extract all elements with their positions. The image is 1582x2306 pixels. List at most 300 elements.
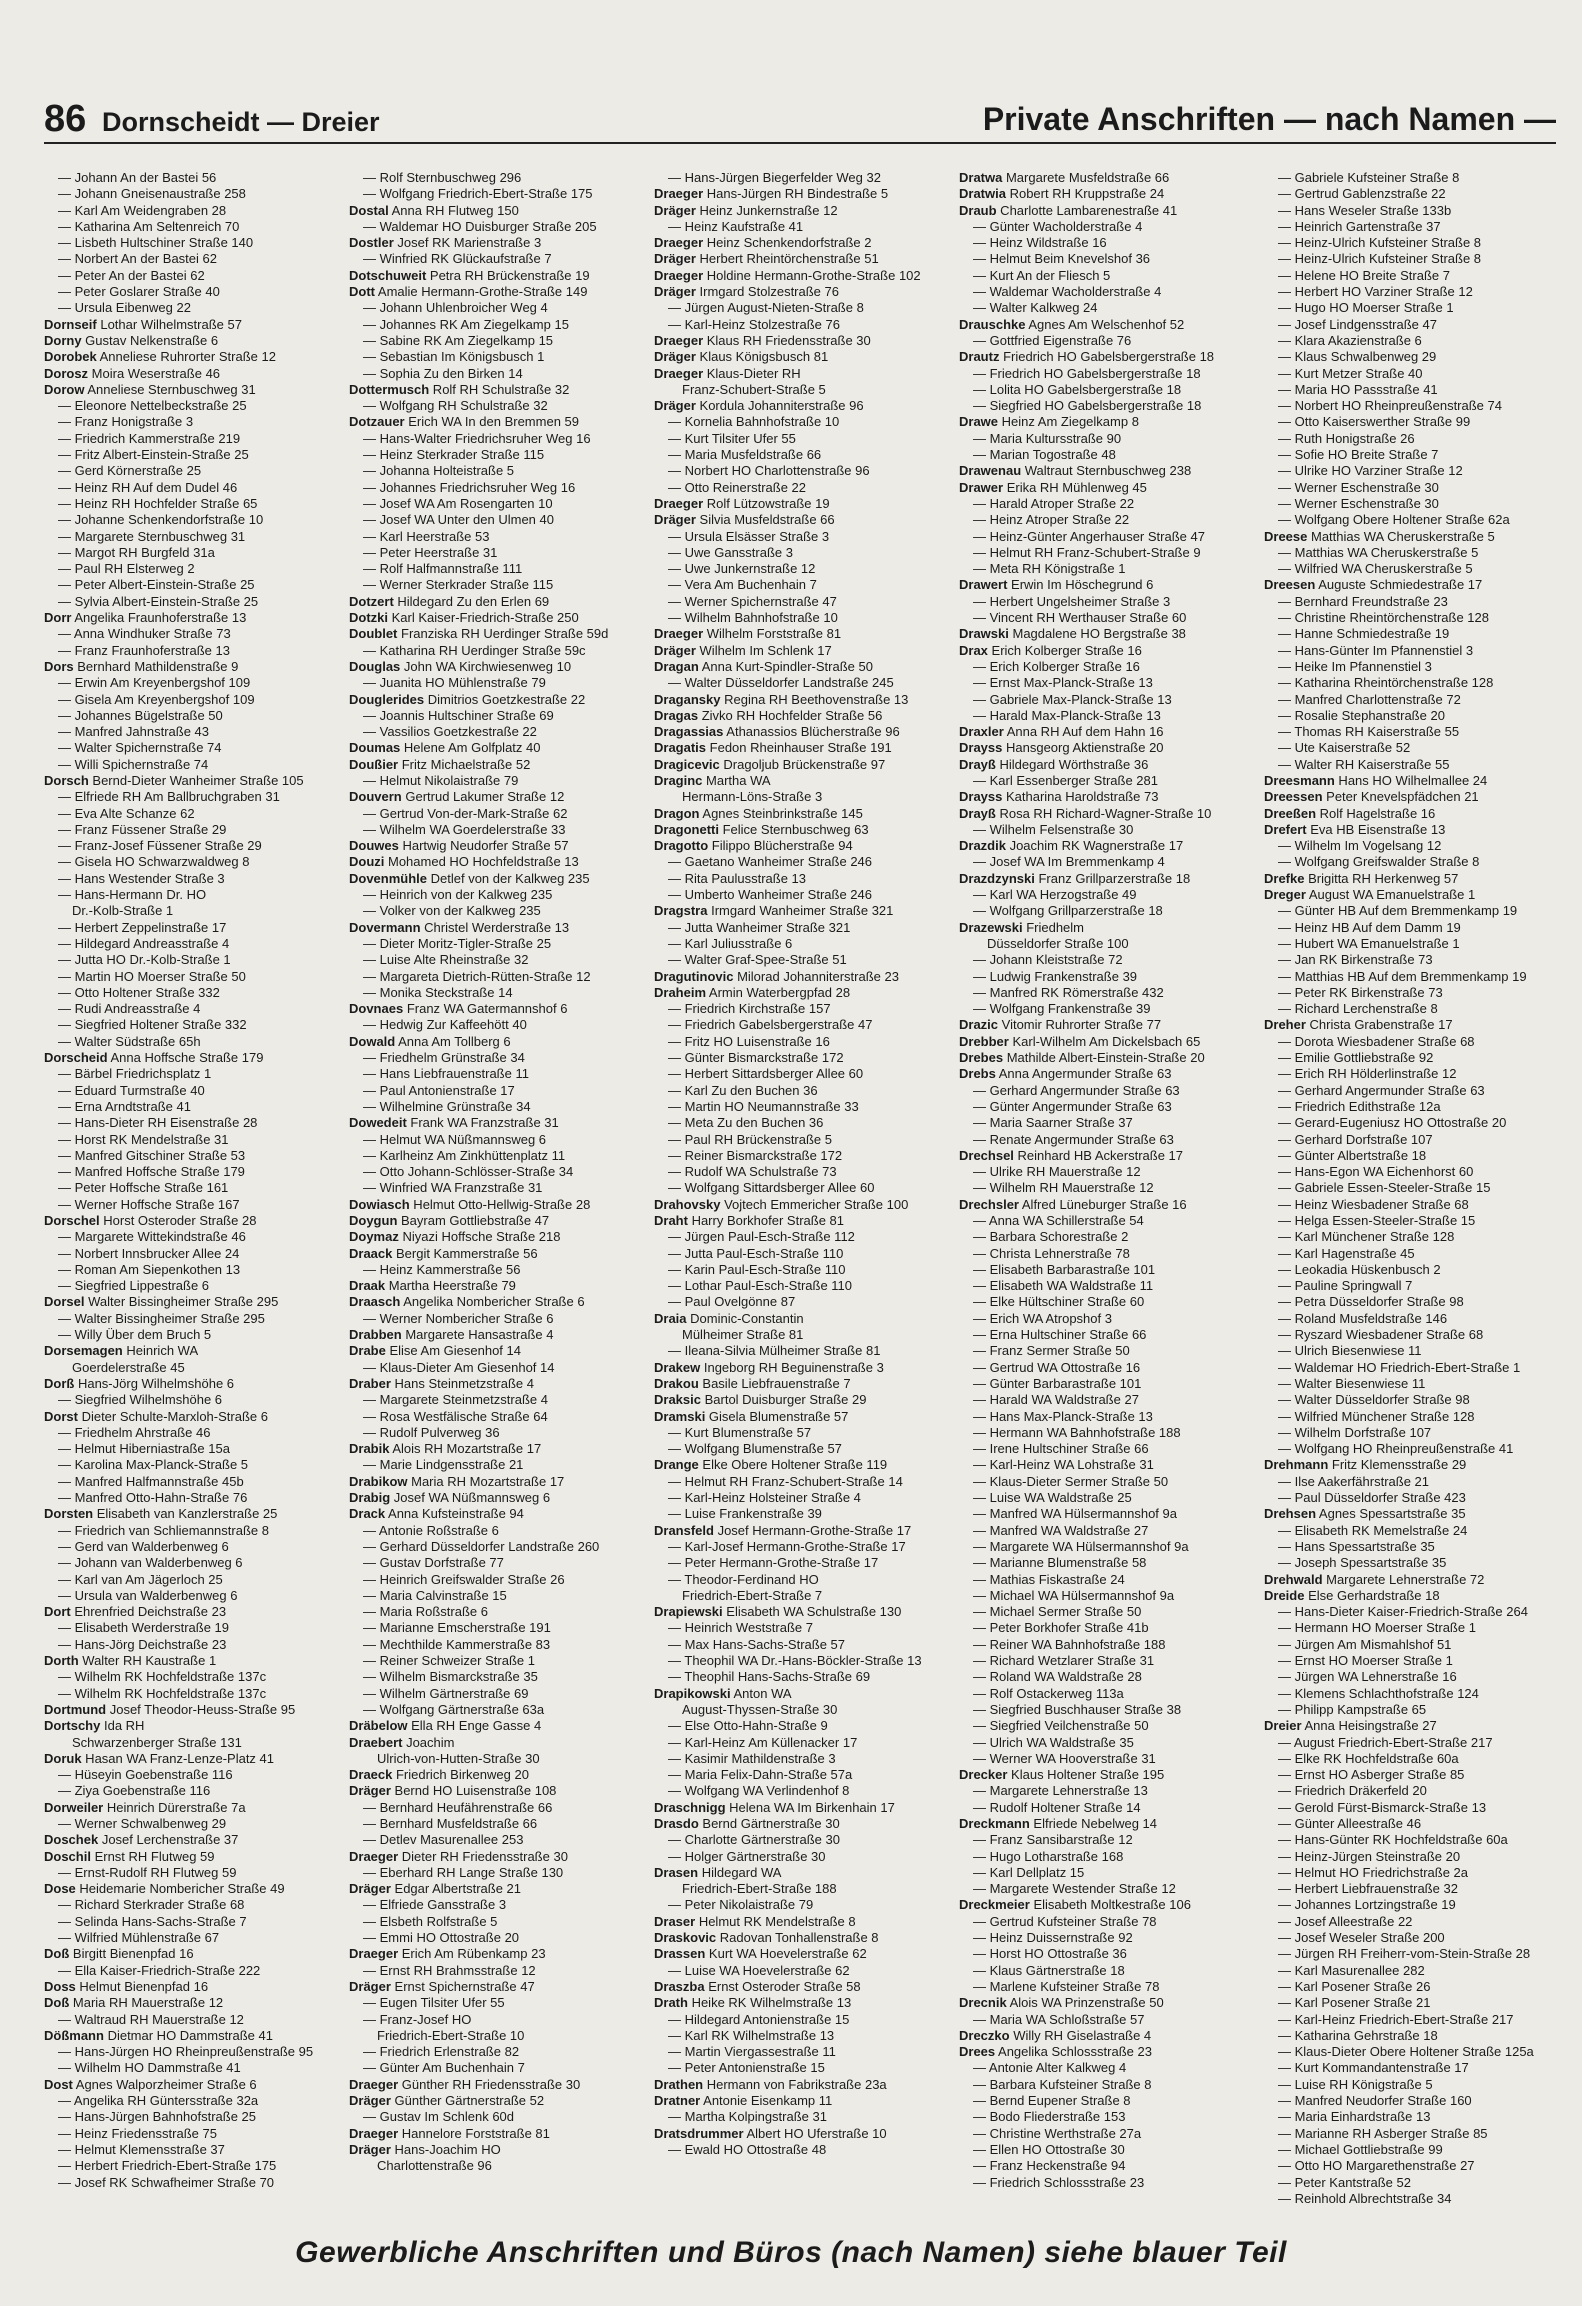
- listing-entry: [44, 969, 334, 985]
- entry-details: — Gisela HO Schwarzwaldweg 8: [58, 854, 250, 870]
- entry-details: — Martin HO Moerser Straße 50: [58, 968, 246, 984]
- entry-surname: Dratwia: [959, 186, 1006, 202]
- entry-details: — Wilfried Mühlenstraße 67: [58, 1930, 220, 1946]
- entry-details: Christa Grabenstraße 17: [1305, 1017, 1453, 1033]
- entry-details: — Johanne Schenkendorfstraße 10: [58, 512, 264, 528]
- listing-entry: [959, 1164, 1249, 1180]
- listing-entry: [959, 2028, 1249, 2044]
- listing-entry: [44, 431, 334, 447]
- entry-details: Regina RH Beethovenstraße 13: [720, 691, 909, 707]
- listing-entry: [1264, 1474, 1554, 1490]
- listing-entry: [1264, 1066, 1554, 1082]
- listing-entry: [1264, 1457, 1554, 1473]
- entry-details: Alois RH Mozartstraße 17: [389, 1441, 542, 1457]
- entry-details: — Wilhelmine Grünstraße 34: [363, 1098, 531, 1114]
- listing-entry: [349, 1849, 639, 1865]
- entry-details: — Ursula Elsässer Straße 3: [668, 528, 830, 544]
- entry-details: — Bodo Fliederstraße 153: [973, 2109, 1126, 2125]
- entry-details: — Kasimir Mathildenstraße 3: [668, 1750, 836, 1766]
- entry-details: — Margarete Wittekindstraße 46: [58, 1229, 246, 1245]
- listing-entry: [349, 1132, 639, 1148]
- entry-surname: Dräger: [349, 2093, 391, 2109]
- entry-details: — Christine Rheintörchenstraße 128: [1278, 610, 1489, 626]
- listing-entry: [959, 447, 1249, 463]
- listing-entry: [654, 447, 944, 463]
- listing-entry: [349, 2109, 639, 2125]
- entry-surname: Drayss: [959, 740, 1003, 756]
- entry-details: — Peter RK Birkenstraße 73: [1278, 984, 1443, 1000]
- listing-entry: [959, 1604, 1249, 1620]
- listing-entry: [349, 1653, 639, 1669]
- listing-entry: [654, 1392, 944, 1408]
- listing-entry: [654, 1294, 944, 1310]
- entry-surname: Douzi: [349, 854, 385, 870]
- listing-entry: [349, 1474, 639, 1490]
- entry-details: — Reiner Schweizer Straße 1: [363, 1653, 535, 1669]
- listing-entry: [44, 1327, 334, 1343]
- entry-details: — Werner Eschenstraße 30: [1278, 495, 1439, 511]
- entry-surname: Dragansky: [654, 691, 721, 707]
- listing-entry: [349, 1294, 639, 1310]
- entry-details: — Otto HO Margarethenstraße 27: [1278, 2158, 1475, 2174]
- entry-details: Heinrich Dürerstraße 7a: [103, 1799, 246, 1815]
- entry-details: Elise Am Giesenhof 14: [385, 1343, 521, 1359]
- listing-entry: [654, 2142, 944, 2158]
- entry-details: — Marianne Emscherstraße 191: [363, 1620, 551, 1636]
- entry-surname: Draeger: [654, 332, 704, 348]
- listing-entry: [959, 1637, 1249, 1653]
- listing-entry: [349, 2158, 639, 2174]
- listing-entry: [349, 626, 639, 642]
- entry-details: — Bärbel Friedrichsplatz 1: [58, 1066, 212, 1082]
- entry-surname: Dovnaes: [349, 1001, 404, 1017]
- entry-details: — Heinz-Ulrich Kufsteiner Straße 8: [1278, 251, 1482, 267]
- entry-details: Friedrich-Ebert-Straße 10: [377, 2027, 525, 2043]
- entry-details: — Josef Weseler Straße 200: [1278, 1930, 1445, 1946]
- entry-details: — Margarete Steinmetzstraße 4: [363, 1392, 548, 1408]
- entry-surname: Dragatis: [654, 740, 707, 756]
- entry-surname: Doußier: [349, 756, 399, 772]
- listing-entry: [44, 1490, 334, 1506]
- entry-details: Ehrenfried Deichstraße 23: [70, 1604, 227, 1620]
- listing-entry: [654, 1490, 944, 1506]
- listing-entry: [349, 235, 639, 251]
- listing-entry: [1264, 838, 1554, 854]
- listing-entry: [349, 871, 639, 887]
- entry-surname: Drazic: [959, 1017, 999, 1033]
- entry-details: Hildegard Wörthstraße 36: [995, 756, 1149, 772]
- entry-details: Klaus-Dieter RH: [703, 365, 801, 381]
- listing-entry: [1264, 1376, 1554, 1392]
- entry-details: — Ute Kaiserstraße 52: [1278, 740, 1411, 756]
- entry-details: — Manfred WA Waldstraße 27: [973, 1522, 1149, 1538]
- entry-details: — Maria Musfeldstraße 66: [668, 447, 822, 463]
- entry-surname: Dovermann: [349, 919, 421, 935]
- entry-details: Bernd HO Luisenstraße 108: [390, 1783, 557, 1799]
- listing-entry: [349, 333, 639, 349]
- entry-details: Basile Liebfrauenstraße 7: [698, 1375, 851, 1391]
- entry-details: — Ileana-Silvia Mülheimer Straße 81: [668, 1343, 881, 1359]
- entry-details: — Josef Alleestraße 22: [1278, 1913, 1413, 1929]
- entry-details: — Elfriede RH Am Ballbruchgraben 31: [58, 789, 280, 805]
- listing-entry: [654, 643, 944, 659]
- entry-details: — Karl Essenberger Straße 281: [973, 772, 1158, 788]
- entry-details: Ulrich-von-Hutten-Straße 30: [377, 1750, 540, 1766]
- entry-surname: Doß: [44, 1946, 70, 1962]
- entry-details: — Helmut WA Nüßmannsweg 6: [363, 1131, 547, 1147]
- entry-surname: Draasch: [349, 1294, 401, 1310]
- listing-entry: [959, 333, 1249, 349]
- page-header: [44, 96, 1556, 144]
- listing-entry: [959, 2060, 1249, 2076]
- entry-details: — Pauline Springwall 7: [1278, 1278, 1413, 1294]
- entry-details: Dimitrios Goetzkestraße 22: [424, 691, 586, 707]
- listing-entry: [959, 561, 1249, 577]
- entry-details: — Wilhelm Bahnhofstraße 10: [668, 610, 838, 626]
- entry-details: Anna Hoffsche Straße 179: [107, 1050, 264, 1066]
- entry-details: Robert RH Kruppstraße 24: [1005, 186, 1165, 202]
- entry-details: — Maria HO Passstraße 41: [1278, 381, 1438, 397]
- listing-entry: [1264, 2109, 1554, 2125]
- listing-entry: [654, 349, 944, 365]
- entry-details: Vojtech Emmericher Straße 100: [720, 1196, 909, 1212]
- entry-details: — Heinz Wildstraße 16: [973, 235, 1107, 251]
- entry-details: — Wilhelm WA Goerdelerstraße 33: [363, 821, 566, 837]
- entry-details: — Thomas RH Kaiserstraße 55: [1278, 724, 1460, 740]
- entry-details: — Walter Bissingheimer Straße 295: [58, 1310, 265, 1326]
- entry-details: — Kurt Blumenstraße 57: [668, 1424, 812, 1440]
- listing-entry: [1264, 1963, 1554, 1979]
- entry-details: — Harald Max-Planck-Straße 13: [973, 707, 1161, 723]
- entry-details: — Manfred Hoffsche Straße 179: [58, 1164, 245, 1180]
- entry-details: Hans HO Wilhelmallee 24: [1334, 772, 1488, 788]
- entry-details: — Monika Steckstraße 14: [363, 984, 513, 1000]
- entry-details: John WA Kirchwiesenweg 10: [400, 658, 572, 674]
- entry-details: Armin Waterbergpfad 28: [706, 984, 851, 1000]
- entry-surname: Drautz: [959, 349, 1000, 365]
- entry-details: — Erwin Am Kreyenbergshof 109: [58, 675, 251, 691]
- entry-details: Moira Weserstraße 46: [88, 365, 221, 381]
- listing-entry: [44, 1963, 334, 1979]
- entry-details: — Ellen HO Ottostraße 30: [973, 2141, 1125, 2157]
- listing-entry: [44, 1017, 334, 1033]
- entry-details: — Hüseyin Goebenstraße 116: [58, 1767, 233, 1783]
- entry-details: — Hans-Hermann Dr. HO: [58, 887, 207, 903]
- listing-entry: [349, 1930, 639, 1946]
- entry-details: — Werner Spichernstraße 47: [668, 593, 837, 609]
- entry-surname: Draeger: [349, 1946, 399, 1962]
- entry-details: — Walter Südstraße 65h: [58, 1033, 201, 1049]
- listing-entry: [349, 349, 639, 365]
- listing-entry: [349, 969, 639, 985]
- listing-entry: [1264, 2012, 1554, 2028]
- entry-details: — Angelika RH Güntersstraße 32a: [58, 2093, 259, 2109]
- listing-entry: [44, 708, 334, 724]
- listing-entry: [654, 1409, 944, 1425]
- entry-surname: Dreczko: [959, 2027, 1010, 2043]
- entry-details: Heidemarie Nombericher Straße 49: [75, 1881, 285, 1897]
- entry-details: — Maria Saarner Straße 37: [973, 1115, 1133, 1131]
- listing-entry: [654, 1930, 944, 1946]
- listing-entry: [349, 1735, 639, 1751]
- entry-details: — Gottfried Eigenstraße 76: [973, 332, 1132, 348]
- entry-details: — Michael Sermer Straße 50: [973, 1604, 1142, 1620]
- entry-details: Angelika Fraunhoferstraße 13: [71, 610, 247, 626]
- listing-entry: [349, 1800, 639, 1816]
- entry-details: — Josef Lindgensstraße 47: [1278, 316, 1437, 332]
- entry-details: — Lothar Paul-Esch-Straße 110: [668, 1278, 853, 1294]
- entry-details: — Franz Sansibarstraße 12: [973, 1832, 1133, 1848]
- entry-details: — Siegfried Buschhauser Straße 38: [973, 1701, 1182, 1717]
- listing-entry: [654, 1653, 944, 1669]
- entry-details: — Friedrich Kirchstraße 157: [668, 1001, 831, 1017]
- listing-entry: [959, 2158, 1249, 2174]
- entry-surname: Draht: [654, 1213, 688, 1228]
- entry-surname: Dräger: [654, 642, 696, 658]
- listing-entry: [1264, 1604, 1554, 1620]
- entry-details: — Elke RK Hochfeldstraße 60a: [1278, 1750, 1459, 1766]
- listing-entry: [654, 1017, 944, 1033]
- listing-entry: [44, 1767, 334, 1783]
- listing-entry: [44, 692, 334, 708]
- listing-entry: [959, 1115, 1249, 1131]
- entry-details: — Günter Wacholderstraße 4: [973, 218, 1143, 234]
- entry-details: — Johannes Bügelstraße 50: [58, 707, 223, 723]
- listing-entry: [959, 1441, 1249, 1457]
- entry-surname: Draeger: [654, 495, 704, 511]
- entry-details: — Renate Angermunder Straße 63: [973, 1131, 1174, 1147]
- entry-details: — Herbert Liebfrauenstraße 32: [1278, 1881, 1458, 1897]
- listing-entry: [44, 1392, 334, 1408]
- entry-details: — Rudolf Holtener Straße 14: [973, 1799, 1141, 1815]
- listing-entry: [44, 1897, 334, 1913]
- entry-details: Martha Heerstraße 79: [385, 1278, 516, 1294]
- entry-details: — Manfred Charlottenstraße 72: [1278, 691, 1461, 707]
- listing-entry: [44, 398, 334, 414]
- listing-entry: [1264, 692, 1554, 708]
- listing-entry: [44, 2158, 334, 2174]
- listing-entry: [1264, 1979, 1554, 1995]
- listing-entry: [1264, 2175, 1554, 2191]
- entry-details: Joachim RK Wagnerstraße 17: [1005, 838, 1184, 854]
- listing-entry: [349, 1523, 639, 1539]
- listing-entry: [654, 1197, 944, 1213]
- entry-details: — Maria Einhardstraße 13: [1278, 2109, 1431, 2125]
- entry-details: — Elfriede Gansstraße 3: [363, 1897, 507, 1913]
- entry-details: — Rolf Ostackerweg 113a: [973, 1685, 1124, 1701]
- entry-details: — Leokadia Hüskenbusch 2: [1278, 1261, 1441, 1277]
- entry-details: Albert HO Uferstraße 10: [743, 2125, 887, 2141]
- entry-details: — Wolfgang HO Rheinpreußenstraße 41: [1278, 1441, 1514, 1457]
- listing-entry: [654, 2109, 944, 2125]
- listing-entry: [959, 969, 1249, 985]
- listing-entry: [959, 1425, 1249, 1441]
- listing-entry: [1264, 1702, 1554, 1718]
- entry-details: Ella RH Enge Gasse 4: [407, 1718, 542, 1734]
- entry-details: — Heinz RH Hochfelder Straße 65: [58, 495, 258, 511]
- entry-details: — Maria Calvinstraße 15: [363, 1587, 507, 1603]
- entry-details: — Karin Paul-Esch-Straße 110: [668, 1261, 846, 1277]
- entry-details: — Eugen Tilsiter Ufer 55: [363, 1995, 505, 2011]
- entry-details: — Fritz HO Luisenstraße 16: [668, 1033, 830, 1049]
- entry-surname: Doumas: [349, 740, 401, 756]
- entry-surname: Drabig: [349, 1490, 391, 1506]
- entry-details: — Karl-Heinz Am Küllenacker 17: [668, 1734, 858, 1750]
- listing-entry: [349, 1360, 639, 1376]
- entry-surname: Dostler: [349, 235, 394, 251]
- entry-details: — Manfred Otto-Hahn-Straße 76: [58, 1490, 248, 1506]
- listing-entry: [44, 985, 334, 1001]
- listing-entry: [1264, 854, 1554, 870]
- entry-surname: Drazdik: [959, 838, 1006, 854]
- listing-entry: [1264, 887, 1554, 903]
- entry-details: Josef RK Marienstraße 3: [393, 235, 542, 251]
- entry-details: — Manfred WA Hülsermannshof 9a: [973, 1506, 1177, 1522]
- listing-entry: [959, 1865, 1249, 1881]
- entry-surname: Dräger: [654, 512, 696, 528]
- entry-details: — Klaus-Dieter Am Giesenhof 14: [363, 1359, 555, 1375]
- listing-entry: [349, 838, 639, 854]
- listing-entry: [959, 822, 1249, 838]
- entry-details: — Friedhelm Grünstraße 34: [363, 1050, 525, 1066]
- entry-details: — Hans-Dieter RH Eisenstraße 28: [58, 1115, 258, 1131]
- entry-surname: Drasdo: [654, 1815, 699, 1831]
- listing-entry: [1264, 773, 1554, 789]
- listing-entry: [654, 512, 944, 528]
- entry-surname: Drehsen: [1264, 1506, 1317, 1522]
- entry-details: Fritz Klemensstraße 29: [1328, 1457, 1467, 1473]
- entry-details: — Eva Alte Schanze 62: [58, 805, 195, 821]
- entry-details: — Peter An der Bastei 62: [58, 267, 205, 283]
- entry-details: Margarete Lehnerstraße 72: [1322, 1571, 1485, 1587]
- entry-surname: Drebs: [959, 1066, 996, 1082]
- listing-entry: [959, 1881, 1249, 1897]
- entry-details: — Paul RH Elsterweg 2: [58, 561, 195, 577]
- listing-entry: [44, 1213, 334, 1229]
- entry-surname: Draschnigg: [654, 1799, 726, 1815]
- listing-entry: [1264, 952, 1554, 968]
- entry-details: Kordula Johanniterstraße 96: [695, 398, 864, 414]
- listing-entry: [44, 1066, 334, 1082]
- entry-details: Bayram Gottliebstraße 47: [397, 1213, 550, 1228]
- listing-entry: [1264, 463, 1554, 479]
- entry-surname: Drawert: [959, 577, 1008, 593]
- entry-details: Irmgard Wanheimer Straße 321: [707, 903, 894, 919]
- entry-details: Radovan Tonhallenstraße 8: [716, 1930, 879, 1946]
- listing-entry: [1264, 1767, 1554, 1783]
- entry-surname: Dotschuweit: [349, 267, 427, 283]
- entry-details: — Rosalie Stephanstraße 20: [1278, 707, 1445, 723]
- entry-details: Wilhelm Forststraße 81: [703, 626, 842, 642]
- entry-details: — Walter Düsseldorfer Straße 98: [1278, 1392, 1470, 1408]
- entry-details: — Marianne Blumenstraße 58: [973, 1555, 1147, 1571]
- listing-entry: [654, 1995, 944, 2011]
- listing-entry: [959, 203, 1249, 219]
- listing-entry: [44, 219, 334, 235]
- entry-details: Auguste Schmiedestraße 17: [1315, 577, 1483, 593]
- entry-details: Fritz Michaelstraße 52: [398, 756, 531, 772]
- listing-entry: [654, 235, 944, 251]
- listing-entry: [349, 1669, 639, 1685]
- entry-details: — Vincent RH Werthauser Straße 60: [973, 610, 1187, 626]
- entry-surname: Dräger: [654, 202, 696, 218]
- entry-surname: Drechsel: [959, 1147, 1014, 1163]
- entry-details: — Wolfgang Gärtnerstraße 63a: [363, 1701, 545, 1717]
- entry-details: Walter Bissingheimer Straße 295: [84, 1294, 279, 1310]
- listing-entry: [654, 1246, 944, 1262]
- entry-details: — Petra Düsseldorfer Straße 98: [1278, 1294, 1464, 1310]
- listing-entry: [349, 936, 639, 952]
- entry-details: Maria RH Mauerstraße 12: [69, 1995, 224, 2011]
- listing-entry: [44, 235, 334, 251]
- entry-details: — Otto Kaiserswerther Straße 99: [1278, 414, 1471, 430]
- entry-surname: Drechsler: [959, 1196, 1019, 1212]
- entry-details: — Hans Max-Planck-Straße 13: [973, 1408, 1153, 1424]
- listing-entry: [1264, 349, 1554, 365]
- listing-entry: [654, 1050, 944, 1066]
- entry-surname: Dragstra: [654, 903, 708, 919]
- listing-entry: [959, 1588, 1249, 1604]
- listing-entry: [959, 708, 1249, 724]
- entry-details: — Friedrich Edithstraße 12a: [1278, 1098, 1441, 1114]
- listing-entry: [959, 1539, 1249, 1555]
- listing-entry: [44, 2012, 334, 2028]
- entry-details: Bernd Gärtnerstraße 30: [698, 1815, 840, 1831]
- listing-entry: [959, 219, 1249, 235]
- entry-details: Amalie Hermann-Grothe-Straße 149: [375, 284, 588, 300]
- entry-details: — Kurt Tilsiter Ufer 55: [668, 430, 796, 446]
- listing-entry: [1264, 969, 1554, 985]
- listing-entry: [1264, 1311, 1554, 1327]
- entry-details: — Waldemar Wacholderstraße 4: [973, 284, 1162, 300]
- listing-entry: [1264, 545, 1554, 561]
- entry-details: — Wilfried WA Cheruskerstraße 5: [1278, 561, 1473, 577]
- listing-entry: [959, 1132, 1249, 1148]
- entry-details: — Luise WA Waldstraße 25: [973, 1490, 1132, 1506]
- entry-details: — Norbert An der Bastei 62: [58, 251, 217, 267]
- listing-entry: [349, 512, 639, 528]
- listing-entry: [1264, 577, 1554, 593]
- entry-details: — Hans Liebfrauenstraße 11: [363, 1066, 529, 1082]
- listing-entry: [44, 854, 334, 870]
- entry-details: — Luise WA Hoevelerstraße 62: [668, 1962, 850, 1978]
- listing-entry: [44, 1849, 334, 1865]
- entry-details: — Friedrich Gabelsbergerstraße 47: [668, 1017, 873, 1033]
- entry-details: — Walter Kalkweg 24: [973, 300, 1098, 316]
- entry-details: Schwarzenberger Straße 131: [72, 1734, 242, 1750]
- listing-entry: [654, 1832, 944, 1848]
- entry-details: Ingeborg RH Beguinenstraße 3: [700, 1359, 884, 1375]
- entry-details: Hannelore Forststraße 81: [398, 2125, 550, 2141]
- entry-details: Detlef von der Kalkweg 235: [427, 870, 590, 886]
- listing-entry: [44, 186, 334, 202]
- entry-surname: Drayß: [959, 756, 996, 772]
- entry-details: — Elsbeth Rolfstraße 5: [363, 1913, 498, 1929]
- entry-details: — Rudi Andreasstraße 4: [58, 1001, 201, 1017]
- listing-entry: [44, 1441, 334, 1457]
- entry-details: Günther Gärtnerstraße 52: [390, 2093, 545, 2109]
- listing-entry: [44, 757, 334, 773]
- entry-details: — Wolfgang Blumenstraße 57: [668, 1441, 842, 1457]
- listing-entry: [959, 1262, 1249, 1278]
- listing-entry: [1264, 2158, 1554, 2174]
- entry-details: Hans-Jürgen RH Bindestraße 5: [703, 186, 889, 202]
- entry-surname: Dößmann: [44, 2027, 104, 2043]
- listing-entry: [349, 724, 639, 740]
- listing-entry: [654, 1963, 944, 1979]
- listing-entry: [654, 1083, 944, 1099]
- listing-entry: [654, 1620, 944, 1636]
